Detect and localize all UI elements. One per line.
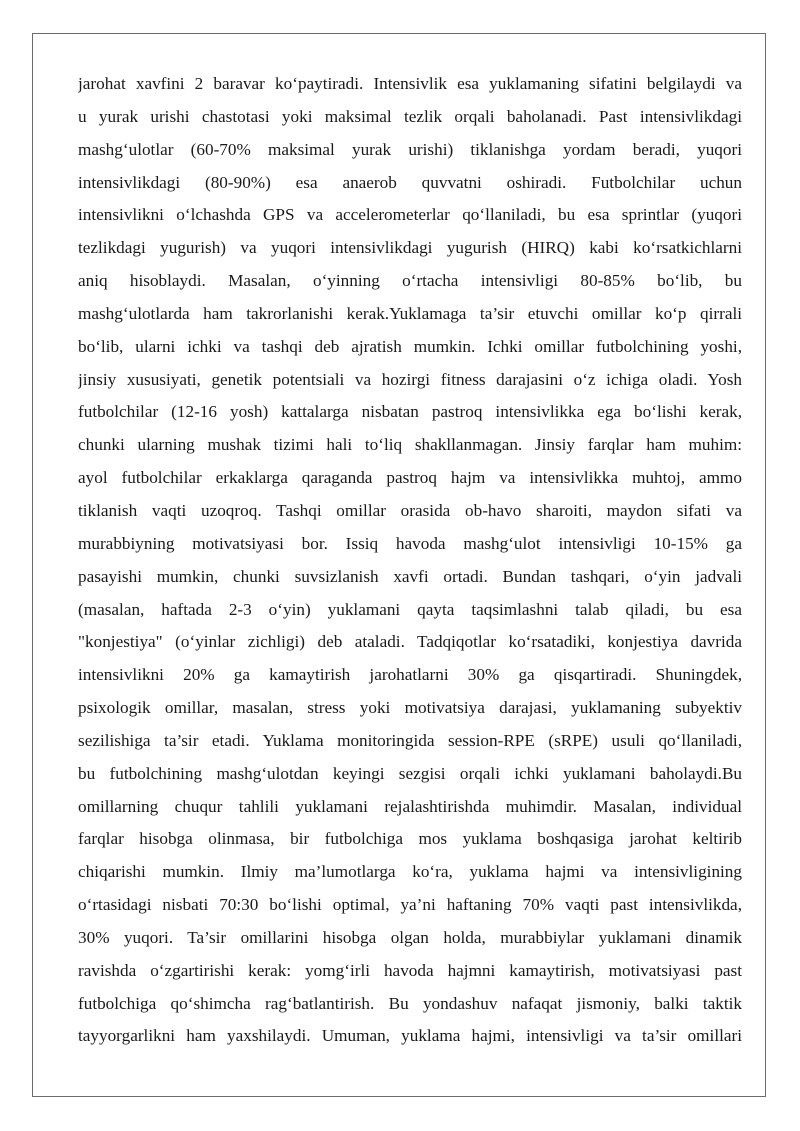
text-line: o‘rtasidagi nisbati 70:30 bo‘lishi optimal, ya’ni haftaning 70% vaqti past intensivlikda, — [78, 895, 742, 915]
text-line: tayyorgarlikni ham yaxshilaydi. Umuman, yuklama hajmi, intensivligi va ta’sir omillari — [78, 1026, 742, 1046]
text-line: mashg‘ulotlar (60-70% maksimal yurak urishi) tiklanishga yordam beradi, yuqori — [78, 139, 742, 159]
text-line: 30% yuqori. Ta’sir omillarini hisobga olgan holda, murabbiylar yuklamani dinamik — [78, 927, 742, 947]
text-line: chunki ularning mushak tizimi hali to‘liq shakllanmagan. Jinsiy farqlar ham muhim: — [78, 435, 742, 455]
text-line: "konjestiya" (o‘yinlar zichligi) deb ataladi. Tadqiqotlar ko‘rsatadiki, konjestiya davrida — [78, 632, 742, 652]
text-line: aniq hisoblaydi. Masalan, o‘yinning o‘rtacha intensivligi 80-85% bo‘lib, bu — [78, 271, 742, 291]
text-line: chiqarishi mumkin. Ilmiy ma’lumotlarga ko‘ra, yuklama hajmi va intensivligining — [78, 862, 742, 882]
text-line: jinsiy xususiyati, genetik potentsiali va hozirgi fitness darajasini o‘z ichiga oladi. Yosh — [78, 369, 742, 389]
text-line: (masalan, haftada 2-3 o‘yin) yuklamani qayta taqsimlashni talab qiladi, bu esa — [78, 599, 742, 619]
text-line: futbolchilar (12-16 yosh) kattalarga nisbatan pastroq intensivlikka ega bo‘lishi kerak, — [78, 402, 742, 422]
text-line: omillarning chuqur tahlili yuklamani rejalashtirishda muhimdir. Masalan, individual — [78, 796, 742, 816]
text-line: u yurak urishi chastotasi yoki maksimal tezlik orqali baholanadi. Past intensivlikdagi — [78, 106, 742, 126]
body-text — [78, 68, 742, 1053]
text-line: sezilishiga ta’sir etadi. Yuklama monitoringida session-RPE (sRPE) usuli qo‘llaniladi, — [78, 730, 742, 750]
text-line: jarohat xavfini 2 baravar ko‘paytiradi. Intensivlik esa yuklamaning sifatini belgilaydi va — [78, 74, 742, 93]
text-line: intensivlikdagi (80-90%) esa anaerob quvvatni oshiradi. Futbolchilar uchun — [78, 172, 742, 192]
text-line: farqlar hisobga olinmasa, bir futbolchiga mos yuklama boshqasiga jarohat keltirib — [78, 829, 742, 849]
text-line: bu futbolchining mashg‘ulotdan keyingi sezgisi orqali ichki yuklamani baholaydi.Bu — [78, 763, 742, 783]
text-line: tezlikdagi yugurish) va yuqori intensivlikdagi yugurish (HIRQ) kabi ko‘rsatkichlarni — [78, 238, 742, 258]
text-line: psixologik omillar, masalan, stress yoki motivatsiya darajasi, yuklamaning subyektiv — [78, 698, 742, 718]
text-line: tiklanish vaqti uzoqroq. Tashqi omillar orasida ob-havo sharoiti, maydon sifati va — [78, 500, 742, 520]
text-line: intensivlikni o‘lchashda GPS va accelerometerlar qo‘llaniladi, bu esa sprintlar (yuqori — [78, 205, 742, 225]
text-line: ayol futbolchilar erkaklarga qaraganda pastroq hajm va intensivlikka muhtoj, ammo — [78, 468, 742, 488]
text-line: mashg‘ulotlarda ham takrorlanishi kerak.Yuklamaga ta’sir etuvchi omillar ko‘p qirrali — [78, 303, 742, 323]
text-line: intensivlikni 20% ga kamaytirish jarohatlarni 30% ga qisqartiradi. Shuningdek, — [78, 665, 742, 685]
text-line: futbolchiga qo‘shimcha rag‘batlantirish. Bu yondashuv nafaqat jismoniy, balki taktik — [78, 993, 742, 1013]
text-line: bo‘lib, ularni ichki va tashqi deb ajratish mumkin. Ichki omillar futbolchining yoshi, — [78, 336, 742, 356]
text-line: pasayishi mumkin, chunki suvsizlanish xavfi ortadi. Bundan tashqari, o‘yin jadvali — [78, 566, 742, 586]
text-line: ravishda o‘zgartirishi kerak: yomg‘irli havoda hajmni kamaytirish, motivatsiyasi past — [78, 960, 742, 980]
text-line: murabbiyning motivatsiyasi bor. Issiq havoda mashg‘ulot intensivligi 10-15% ga — [78, 533, 742, 553]
